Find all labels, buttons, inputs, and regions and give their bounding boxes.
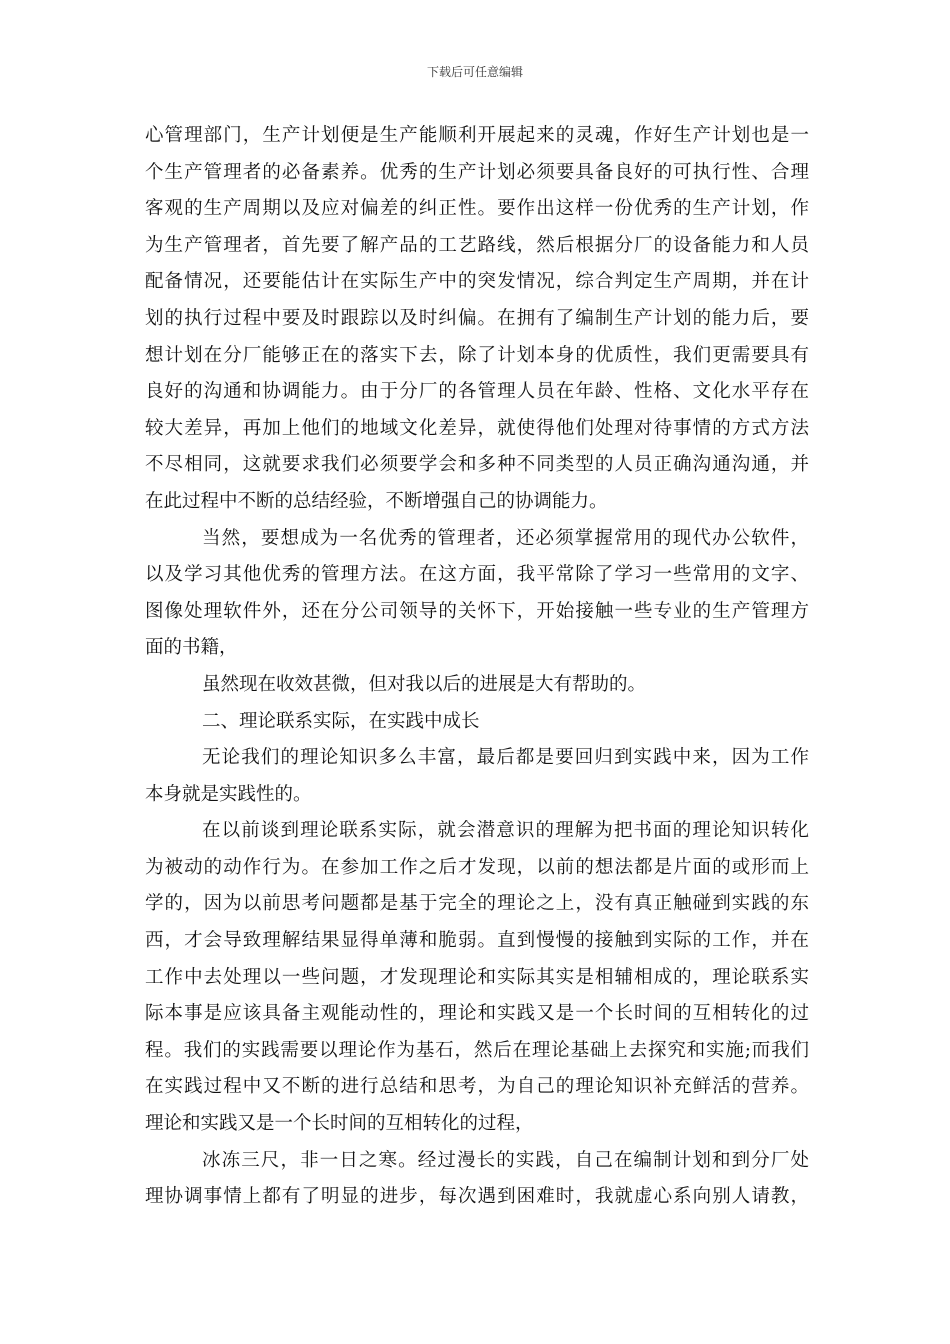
text-line: 划的执行过程中要及时跟踪以及时纠偏。在拥有了编制生产计划的能力后，要 xyxy=(145,307,809,329)
text-line: 面的书籍， xyxy=(145,637,238,659)
text-line: 际本事是应该具备主观能动性的，理论和实践又是一个长时间的互相转化的过 xyxy=(145,1003,809,1025)
text-line: 配备情况，还要能估计在实际生产中的突发情况，综合判定生产周期，并在计 xyxy=(145,271,809,293)
text-line: 在以前谈到理论联系实际，就会潜意识的理解为把书面的理论知识转化 xyxy=(202,820,809,842)
page-header xyxy=(0,64,950,80)
text-line: 学的，因为以前思考问题都是基于完全的理论之上，没有真正触碰到实践的东 xyxy=(145,893,809,915)
text-line: 不尽相同，这就要求我们必须要学会和多种不同类型的人员正确沟通沟通，并 xyxy=(145,454,809,476)
text-line: 工作中去处理以一些问题，才发现理论和实际其实是相辅相成的，理论联系实 xyxy=(145,966,809,988)
text-line: 程。我们的实践需要以理论作为基石，然后在理论基础上去探究和实施;而我们 xyxy=(145,1039,809,1061)
text-line: 为生产管理者，首先要了解产品的工艺路线，然后根据分厂的设备能力和人员 xyxy=(145,234,809,256)
text-line: 当然，要想成为一名优秀的管理者，还必须掌握常用的现代办公软件， xyxy=(202,527,809,549)
text-line: 客观的生产周期以及应对偏差的纠正性。要作出这样一份优秀的生产计划，作 xyxy=(145,198,809,220)
text-line: 在此过程中不断的总结经验，不断增强自己的协调能力。 xyxy=(145,490,608,512)
text-line: 个生产管理者的必备素养。优秀的生产计划必须要具备良好的可执行性、合理 xyxy=(145,161,809,183)
text-line: 图像处理软件外，还在分公司领导的关怀下，开始接触一些专业的生产管理方 xyxy=(145,600,809,622)
text-line: 西，才会导致理解结果显得单薄和脆弱。直到慢慢的接触到实际的工作，并在 xyxy=(145,930,809,952)
text-line: 冰冻三尺，非一日之寒。经过漫长的实践，自己在编制计划和到分厂处 xyxy=(202,1149,809,1171)
text-line: 理论和实践又是一个长时间的互相转化的过程， xyxy=(145,1113,534,1135)
text-line: 良好的沟通和协调能力。由于分厂的各管理人员在年龄、性格、文化水平存在 xyxy=(145,381,809,403)
text-line: 较大差异，再加上他们的地域文化差异，就使得他们处理对待事情的方式方法 xyxy=(145,417,809,439)
document-body xyxy=(145,118,809,1216)
header-text: 下载后可任意编辑 xyxy=(426,65,523,79)
text-line: 心管理部门，生产计划便是生产能顺利开展起来的灵魂，作好生产计划也是一 xyxy=(145,125,809,146)
text-line: 在实践过程中又不断的进行总结和思考，为自己的理论知识补充鲜活的营养。 xyxy=(145,1076,809,1098)
text-line: 无论我们的理论知识多么丰富，最后都是要回归到实践中来，因为工作 xyxy=(202,747,809,769)
text-line: 想计划在分厂能够正在的落实下去，除了计划本身的优质性，我们更需要具有 xyxy=(145,344,809,366)
text-line: 以及学习其他优秀的管理方法。在这方面，我平常除了学习一些常用的文字、 xyxy=(145,564,809,586)
text-line: 本身就是实践性的。 xyxy=(145,783,312,805)
text-line: 理协调事情上都有了明显的进步，每次遇到困难时，我就虚心系向别人请教， xyxy=(145,1186,809,1208)
text-line: 虽然现在收效甚微，但对我以后的进展是大有帮助的。 xyxy=(202,673,647,695)
text-line: 二、理论联系实际，在实践中成长 xyxy=(202,710,480,732)
text-line: 为被动的动作行为。在参加工作之后才发现，以前的想法都是片面的或形而上 xyxy=(145,856,809,878)
